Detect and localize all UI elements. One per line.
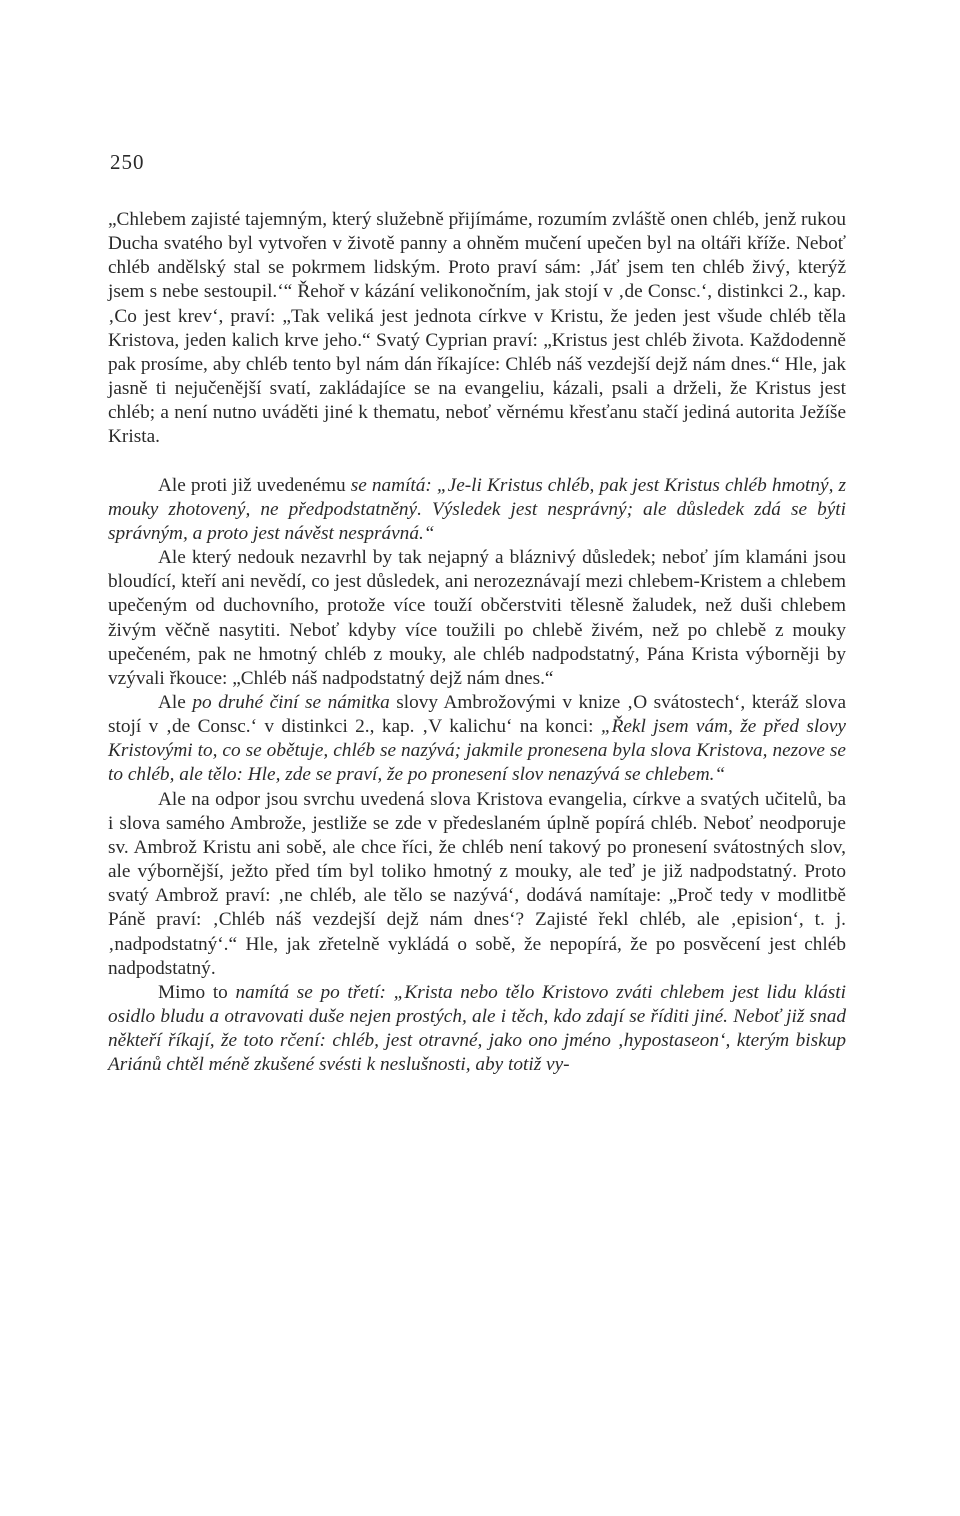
- text-segment: Ale: [158, 691, 193, 713]
- paragraph-4: [108, 691, 846, 788]
- paragraph-1: [108, 208, 846, 450]
- paragraph-5: [108, 788, 846, 981]
- text-segment: Ale proti již uvedenému: [158, 474, 351, 496]
- italic-text-segment: se namítá: „Je-li Kristus chléb, pak jest Kristus chléb hmotný, z mouky zhotovený, ne předpodstatněný. Výsledek jest nesprávný; ale důsledek zdá se býti správným, a proto jest návěst nesprávná.“: [108, 474, 846, 544]
- text-segment: slovy Ambrožovými v knize ‚O svátostech‘, kteráž slova stojí v ‚de Consc.‘ v distinkci 2., kap. ‚V kalichu‘ na konci:: [108, 691, 846, 738]
- body-text: [108, 208, 846, 1077]
- italic-text-segment: „Řekl jsem vám, že před slovy Kristovými to, co se obětuje, chléb se nazývá; jakmile pronesena byla slova Kristova, nezove se to chléb, ale tělo: Hle, zde se praví, že po pronesení slov nenazývá se chlebem.“: [108, 716, 846, 786]
- text-segment: „Chlebem zajisté tajemným, který služebně přijímáme, rozumím zvláště onen chléb, jenž rukou Ducha svatého byl vytvořen v životě panny a ohněm mučení upečen byl na oltáři kříže. Neboť chléb andělský stal se pokrmem lidským. Proto praví sám: ‚Jáť jsem ten chléb živý, kterýž jsem s nebe sestoupil.‘“ Řehoř v kázání velikonočním, jak stojí v ‚de Consc.‘, distinkci 2., kap. ‚Co jest krev‘, praví: „Tak veliká jest jednota církve v Kristu, že jeden jest všude chléb těla Kristova, jeden kalich krve jeho.“ Svatý Cyprian praví: „Kristus jest chléb života. Každodenně pak prosíme, aby chléb tento byl nám dán říkajíce: Chléb náš vezdejší dejž nám dnes.“ Hle, jak jasně ti nejučenější svatí, zakládajíce se na evangeliu, kázali, psali a drželi, že Kristus jest chléb; a není nutno uváděti jiné k thematu, neboť věrnému křesťanu stačí jediná autorita Ježíše Krista.: [108, 209, 846, 448]
- text-segment: Mimo to: [158, 981, 236, 1003]
- italic-text-segment: namítá se po třetí: „Krista nebo tělo Kristovo zváti chlebem jest lidu klásti osidlo bludu a otravovati duše nejen prostých, ale i těch, kdo zdají se říditi jiné. Neboť již snad někteří říkají, že toto rčení: chléb, jest otravné, jako ono jméno ‚hypostaseon‘, kterým biskup Ariánů chtěl méně zkušené svésti k neslušnosti, aby totiž vy-: [108, 981, 846, 1076]
- text-segment: Ale který nedouk nezavrhl by tak nejapný a bláznivý důsledek; neboť jím klamáni jsou bloudící, kteří ani nevědí, co jest důsledek, ani nerozeznávají mezi chlebem-Kristem a chlebem upečeným od duchovního, protože více touží občerstviti tělesně žaludek, než duši chlebem živým věčně nasytiti. Neboť kdyby více toužili po chlebě živém, než po chlebě z mouky upečeném, pak ne hmotný chléb z mouky, ale chléb nadpodstatný, Pána Krista výborněji by vzývali řkouce: „Chléb náš nadpodstatný dejž nám dnes.“: [108, 547, 846, 689]
- paragraph-6: [108, 981, 846, 1078]
- text-segment: Ale na odpor jsou svrchu uvedená slova Kristova evangelia, církve a svatých učitelů, ba i slova samého Ambrože, jestliže se zde v předeslaném úplně popírá chléb. Neboť neodporuje sv. Ambrož Kristu ani sobě, ale chce říci, že chléb není takový po pronesení svátostných slov, ale výbornější, ježto před tím byl toliko hmotný z mouky, ale teď je již nadpodstatný. Proto svatý Ambrož praví: ‚ne chléb, ale tělo se nazývá‘, dodává namítaje: „Proč tedy v modlitbě Páně praví: ‚Chléb náš vezdejší dejž nám dnes‘? Zajisté řekl chléb, ale ‚epision‘, t. j. ‚nadpodstatný‘.“ Hle, jak zřetelně vykládá o sobě, že nepopírá, že po posvěcení jest chléb nadpodstatný.: [108, 788, 846, 979]
- italic-text-segment: po druhé činí se námitka: [192, 691, 390, 713]
- page-number: 250: [110, 150, 145, 174]
- paragraph-2: [108, 474, 846, 546]
- paragraph-3: [108, 546, 846, 691]
